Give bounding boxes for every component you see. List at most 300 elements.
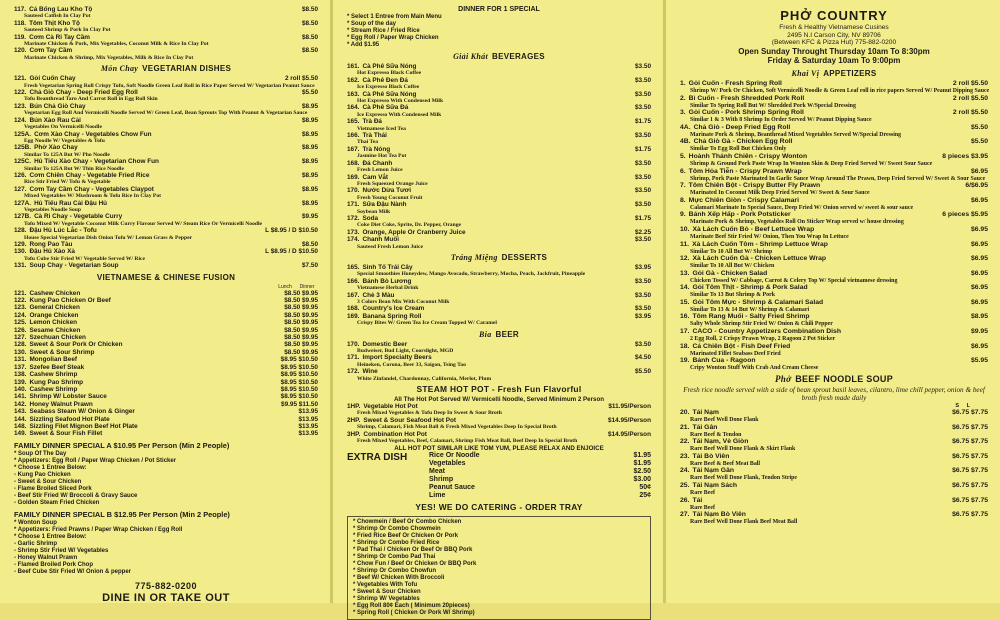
menu-item-name — [14, 423, 138, 430]
menu-item — [429, 492, 651, 500]
beverages-section-title — [347, 51, 651, 62]
item-description: Sauteed Shrimp & Pork In Clay Pot — [24, 27, 111, 34]
menu-item-price: $5.95 — [970, 357, 988, 365]
extra-dish-label: EXTRA DISH — [347, 451, 408, 463]
item-description: Rare Beef Well Done Flank — [690, 417, 759, 424]
menu-item — [429, 452, 651, 460]
dinner-for-one-lines — [347, 14, 651, 49]
text-line: * Appetizers: Fried Prawns / Paper Wrap Chicken / Egg Roll — [14, 526, 183, 533]
menu-item-name — [429, 452, 480, 460]
menu-item-number: 167. — [347, 291, 360, 299]
menu-item-number: 165. — [347, 263, 360, 271]
menu-item — [680, 424, 988, 432]
menu-item — [680, 511, 988, 519]
menu-item-number: 127A. — [14, 199, 32, 207]
menu-item-name — [14, 356, 77, 363]
menu-item-price: 8 pieces $3.95 — [942, 152, 988, 160]
menu-item-name — [680, 168, 802, 176]
text-line: - Beef Stir Fried W/ Broccoli & Gravy Sauce — [14, 492, 138, 499]
menu-item-title: Sesame Chicken — [29, 326, 81, 334]
text-line: * Shrimp Or Combo Chowmein — [353, 525, 441, 532]
menu-item — [14, 34, 318, 41]
menu-item-price: $13.95 — [298, 430, 318, 438]
item-description: Fresh Squeezed Orange Juice — [357, 180, 428, 187]
text-line: * Choose 1 Entree Below: — [14, 464, 87, 471]
menu-item-price: $8.95 $10.50 — [280, 393, 318, 401]
menu-item — [680, 497, 988, 505]
menu-item — [680, 197, 988, 205]
menu-item-name — [14, 371, 77, 378]
appetizer-items — [680, 80, 988, 372]
menu-item-title: Lime — [429, 491, 446, 499]
menu-item-title: Sweet & Sour Pork Or Chicken — [29, 341, 123, 349]
menu-item-price: $6.95 — [970, 284, 988, 292]
menu-item-title: Cà Phê Sữa Nóng — [362, 90, 417, 98]
menu-item-number: 131. — [14, 262, 27, 270]
menu-item-title: Cà Phê Đen Đá — [362, 76, 408, 84]
item-description: Similar To 10 All But W/ Shrimp — [690, 248, 773, 255]
menu-item-price: $9.95 $11.50 — [281, 400, 318, 408]
menu-item-number: 161. — [347, 63, 360, 70]
top-items — [14, 6, 318, 61]
menu-item-title: Chả Giò Chay - Deep Fried Egg Roll — [29, 89, 138, 97]
menu-item-name — [14, 334, 86, 341]
menu-item-price: $8.95 $10.50 — [280, 371, 318, 379]
item-description: Rice Stir Fried W/ Tofu & Vegetable — [24, 179, 111, 186]
menu-item — [680, 226, 988, 234]
menu-item-price: $8.95 — [302, 144, 318, 152]
menu-item-title: Xà Lách Cuốn Bò - Beef Lettuce Wrap — [692, 225, 815, 233]
menu-item-title: Soup Chay - Vegetarian Soup — [29, 262, 119, 270]
menu-item — [680, 453, 988, 461]
menu-item-name — [680, 95, 804, 103]
menu-item-name — [14, 327, 80, 334]
menu-item-number: 127. — [14, 334, 27, 342]
text-line: * Soup of the day — [347, 21, 397, 27]
soup-items — [680, 409, 988, 526]
menu-item — [14, 158, 318, 165]
item-description: Ice Expresso With Condensed Milk — [357, 111, 442, 118]
menu-item-name — [680, 299, 823, 307]
menu-item-name — [680, 357, 756, 365]
fusion-items — [14, 290, 318, 438]
item-description: Sauteed Fresh Lemon Juice — [357, 243, 423, 250]
menu-item-name — [347, 403, 418, 410]
menu-item — [14, 47, 318, 54]
text-line: * Appetizers: Egg Roll / Paper Wrap Chicken / Pot Sticker — [14, 457, 177, 464]
menu-item-name — [680, 211, 791, 219]
menu-item-number: 129. — [14, 241, 27, 248]
menu-item-number: 126. — [14, 171, 27, 179]
menu-item-title: Cá Chiên Bột - Fish Deef Fried — [692, 342, 791, 350]
menu-item-number: 26. — [680, 496, 690, 504]
item-description: White Zinfandel, Chardonnay, California, Merlot, Plum — [357, 375, 492, 382]
menu-item — [680, 438, 988, 446]
menu-item-name — [14, 186, 154, 193]
menu-item-name — [347, 77, 408, 84]
menu-item-price: L $8.95 / D $10.50 — [265, 227, 318, 235]
menu-item-price: $2.50 — [633, 467, 651, 475]
menu-item — [14, 319, 318, 326]
menu-item — [680, 241, 988, 249]
hot-pot-subtitle: All The Hot Pot Served W/ Vermicelli Noodle, Served Minimum 2 Person — [393, 396, 605, 404]
dine-in-take-out: DINE IN OR TAKE OUT — [102, 591, 230, 604]
menu-item-number: 127B. — [14, 213, 32, 221]
item-description: Marinate Pork & Shrimp, Beanthread Mixed Vegetables Served W/Special Dressing — [690, 131, 902, 138]
menu-item — [429, 460, 651, 468]
extra-dish — [347, 452, 651, 500]
item-description: Vegetarian Egg Roll And Vermicelli Noodle Served W/ Green Leaf, Bean Sprouts Top With Peanut & Vegetarian Sauce — [24, 110, 308, 117]
menu-item-price: L $8.95 / D $10.50 — [265, 248, 318, 256]
menu-item-name — [14, 408, 135, 415]
menu-item — [347, 341, 651, 348]
menu-item-name — [347, 354, 432, 361]
menu-item-title: Gỏi Tôm Mực - Shrimp & Calamari Salad — [692, 298, 824, 306]
vegetarian-title-viet: Món Chay — [100, 64, 139, 74]
text-line: * Add $1.95 — [347, 42, 380, 48]
item-description: Hot Expresso With Condensed Milk — [357, 98, 444, 105]
item-description: Coke Diet Coke, Sprite, Dr. Pepper, Orange — [357, 222, 461, 229]
menu-item-price: $6.75 $7.75 — [952, 409, 988, 417]
menu-item-price: $1.75 — [635, 118, 651, 126]
menu-item — [680, 467, 988, 475]
item-description: Salty Whole Shrimp Stir Fried W/ Onion & Chili Pepper — [690, 321, 833, 328]
menu-item-title: Gỏi Cuốn - Fresh Spring Roll — [688, 79, 782, 87]
menu-item-price: $3.95 — [635, 263, 651, 271]
menu-item-number: 174. — [347, 236, 360, 244]
text-line: * Shrimp Or Combo Fried Rice — [353, 539, 440, 546]
menu-item-title: Kung Pao Shrimp — [29, 378, 84, 386]
menu-item-price: $1.75 — [635, 145, 651, 153]
menu-item-number: 137. — [14, 363, 27, 371]
column-lunch: Lunch — [278, 283, 292, 290]
menu-item-price: $8.50 $9.95 — [284, 334, 318, 342]
item-description: Cripy Wonton Stuff With Crab And Cream Cheese — [690, 365, 819, 372]
menu-item-title: Trà Thái — [362, 132, 387, 140]
menu-item — [347, 187, 651, 194]
menu-item-number: 122. — [14, 89, 27, 97]
text-line: * Sweet & Sour Chicken — [353, 588, 421, 595]
menu-item-name — [680, 226, 814, 234]
menu-item-number: 22. — [680, 438, 690, 446]
menu-item — [429, 484, 651, 492]
menu-item-title: Cơm Tay Cầm — [29, 47, 73, 55]
menu-item — [14, 200, 318, 207]
menu-panel-right — [666, 0, 1000, 603]
menu-item-number: 144. — [14, 415, 27, 423]
menu-item — [347, 278, 651, 285]
menu-item-name — [347, 431, 427, 438]
menu-item — [14, 341, 318, 348]
menu-item — [347, 236, 651, 243]
item-description: Similar To 13 But Shrimp & Pork — [690, 292, 775, 299]
item-description: Egg Noodle W/ Vegetables & Tofu — [24, 137, 105, 144]
menu-item — [680, 328, 988, 336]
item-description: Shrimp, Calamari, Fish Meat Ball & Fresh Mixed Vegetables Deep In Special Broth — [357, 424, 557, 431]
menu-item-name — [14, 341, 123, 348]
menu-item-name — [14, 144, 78, 151]
menu-item-name — [14, 379, 83, 386]
menu-item — [680, 270, 988, 278]
menu-item-price: $9.95 — [302, 213, 318, 221]
menu-item-title: Chả Giò Gà - Chicken Egg Roll — [693, 138, 793, 146]
menu-item-title: Hủ Tiếu Xào Chay - Vegetarian Chow Fun — [34, 158, 159, 166]
menu-item-number: 127. — [14, 185, 27, 193]
menu-item-price: $3.50 — [635, 76, 651, 84]
menu-item — [347, 215, 651, 222]
item-description: 2 Egg Roll, 2 Crispy Prawn Wrap, 2 Ragoon 2 Pot Sticker — [690, 336, 836, 343]
text-line: - Flamed Broiled Pork Chop — [14, 561, 94, 568]
menu-item-price: $6.75 $7.75 — [952, 438, 988, 446]
menu-item — [14, 386, 318, 393]
menu-item-number: 13. — [680, 269, 690, 277]
menu-item-title: Trà Đá — [362, 118, 382, 126]
text-line: - Garlic Shrimp — [14, 540, 58, 547]
tagline: Fresh & Healthy Vietnamese Cusines — [779, 24, 889, 31]
menu-item-name — [680, 511, 746, 519]
menu-item-name — [680, 109, 804, 117]
menu-item-name — [680, 182, 820, 190]
menu-item — [680, 343, 988, 351]
hot-pot-note: ALL HOT POT SIMILAR LIKE TOM YUM, PLEASE RELAX AND ENJOICE — [394, 444, 604, 452]
menu-item — [347, 104, 651, 111]
item-description: Calamari Marinate In Special Sauce, Deep Fried W/ Onion served w/ sweet & sour sauce — [690, 204, 914, 211]
size-small: S — [955, 403, 959, 410]
menu-item-price: $6.75 $7.75 — [952, 423, 988, 431]
item-description: Vietnamese Herbal Drink — [357, 285, 419, 292]
column-dinner: Dinner — [299, 283, 315, 290]
menu-item-number: 117. — [14, 6, 27, 13]
menu-item-name — [14, 172, 149, 179]
menu-item-number: 169. — [347, 312, 360, 320]
menu-item-name — [14, 241, 72, 248]
menu-item — [14, 131, 318, 138]
menu-item-title: Mongolian Beef — [29, 356, 78, 364]
beverage-items — [347, 63, 651, 250]
menu-item-number: 169. — [347, 173, 360, 181]
menu-item-number: 27. — [680, 511, 690, 519]
menu-item-number: 125A. — [14, 130, 32, 138]
menu-item-title: Kung Pao Chicken Or Beef — [29, 297, 111, 305]
menu-item — [680, 168, 988, 176]
menu-item-name — [680, 197, 799, 205]
menu-item — [347, 174, 651, 181]
menu-item-price: $1.75 — [635, 214, 651, 222]
soup-section-title — [680, 374, 988, 385]
menu-item-name — [14, 304, 80, 311]
menu-item-price: $6.95 — [970, 196, 988, 204]
menu-item-title: Phở Xào Chay — [34, 144, 78, 152]
appetizers-title: APPETIZERS — [823, 68, 877, 78]
menu-item-price: $7.50 — [302, 262, 318, 270]
hours-weekend: Friday & Saturday 10am To 9:00pm — [767, 56, 901, 66]
menu-item-price: $6.95 — [970, 298, 988, 306]
menu-item-price: $5.50 — [635, 368, 651, 376]
menu-item-name — [14, 47, 72, 54]
menu-item-title: Lemon Chicken — [29, 319, 78, 327]
menu-item-name — [429, 476, 453, 484]
menu-item-name — [680, 80, 782, 88]
menu-item-name — [680, 424, 717, 432]
item-description: Rare Beef Well Done Flank Beef Meat Ball — [690, 519, 798, 526]
menu-item-name — [680, 453, 729, 461]
menu-item-number: 2HP. — [347, 416, 361, 424]
menu-panel-middle — [333, 0, 663, 616]
menu-item-number: 166. — [347, 277, 360, 285]
menu-item-name — [14, 416, 110, 423]
menu-item-number: 173. — [347, 228, 360, 236]
family-special-a-lines — [14, 451, 318, 507]
menu-item-title: Đá Chanh — [362, 159, 393, 167]
menu-item-price: $3.50 — [635, 104, 651, 112]
menu-item-price: $13.95 — [298, 408, 318, 416]
menu-item-number: 124. — [14, 311, 27, 319]
menu-item-name — [14, 386, 77, 393]
menu-item-title: Tái Gân — [692, 423, 718, 431]
menu-item-name — [347, 292, 394, 299]
menu-item-price: $8.95 — [302, 158, 318, 166]
menu-item-number: 119. — [14, 33, 27, 41]
hours-weekday: Open Sunday Throught Thursday 10am To 8:30pm — [738, 46, 930, 56]
menu-item-title: Banana Spring Roll — [362, 312, 422, 320]
menu-item-price: $4.50 — [635, 354, 651, 362]
menu-item-number: 165. — [347, 118, 360, 126]
menu-item-name — [680, 497, 702, 505]
menu-item-name — [680, 241, 828, 249]
menu-item-price: $8.95 $10.50 — [280, 356, 318, 364]
menu-item-name — [14, 290, 80, 297]
menu-item-title: Bún Chả Giò Chay — [29, 102, 86, 110]
menu-item-name — [680, 313, 810, 321]
menu-item-price: $3.50 — [635, 305, 651, 313]
menu-item-title: Cơm Chiên Chay - Vegetable Fried Rice — [29, 171, 150, 179]
menu-item — [680, 153, 988, 161]
menu-item-number: 168. — [347, 305, 360, 313]
address: 2495 N.I Carson City, NV 89706 — [787, 31, 881, 39]
menu-item — [680, 313, 988, 321]
beer-title: BEER — [495, 329, 519, 339]
menu-item-number: 2. — [680, 94, 686, 102]
menu-item-price: $3.50 — [635, 90, 651, 98]
menu-item — [14, 248, 318, 255]
menu-item-number: 172. — [347, 214, 360, 222]
item-description: Rare Beef Well Done Flank & Skirt Flank — [690, 446, 796, 453]
menu-item — [14, 290, 318, 297]
text-line: - Golden Steam Fried Chicken — [14, 499, 100, 506]
menu-item-name — [680, 284, 808, 292]
menu-item-title: Chè 3 Màu — [362, 291, 395, 299]
menu-item — [347, 305, 651, 312]
desserts-title: DESSERTS — [501, 252, 548, 262]
menu-item-name — [347, 417, 456, 424]
menu-item-title: General Chicken — [29, 304, 80, 312]
menu-item-title: Xà Lách Cuốn Gà - Chicken Lettuce Wrap — [692, 255, 827, 263]
menu-item-title: Bún Xào Rau Cải — [29, 116, 81, 124]
menu-item — [14, 371, 318, 378]
menu-item-name — [347, 132, 387, 139]
desserts-section-title — [347, 252, 651, 263]
menu-item-price: 6/$6.95 — [965, 182, 988, 190]
menu-item-title: Cơm Cà Ri Tay Cầm — [29, 33, 90, 41]
beer-section-title — [347, 329, 651, 340]
menu-item — [347, 313, 651, 320]
menu-item-name — [429, 468, 445, 476]
menu-item — [14, 430, 318, 437]
menu-item-number: 170. — [347, 340, 360, 348]
menu-item-price: $6.95 — [970, 225, 988, 233]
menu-item-price: $3.00 — [633, 475, 651, 483]
menu-item — [680, 482, 988, 490]
menu-item — [347, 292, 651, 299]
family-special-b-title: FAMILY DINNER SPECIAL B $12.95 Per Person (Min 2 People) — [14, 509, 230, 519]
menu-item-price: 50¢ — [639, 483, 651, 491]
menu-item-title: Trà Nóng — [362, 145, 391, 153]
menu-item-number: 140. — [14, 385, 27, 393]
menu-item-name — [14, 248, 75, 255]
beverages-title-viet: Giải Khát — [453, 52, 488, 61]
menu-item-price: $8.95 — [302, 116, 318, 124]
menu-item — [347, 368, 651, 375]
menu-item — [14, 416, 318, 423]
item-description: 3 Colors Bean Mix With Coconut Milk — [357, 299, 450, 305]
vegetarian-items — [14, 75, 318, 269]
menu-item — [680, 182, 988, 190]
menu-item-number: 168. — [347, 159, 360, 167]
menu-item-price: $8.95 — [302, 102, 318, 110]
item-description: Ice Expresso Black Coffee — [357, 84, 420, 91]
menu-item-number: 8. — [680, 196, 686, 204]
menu-item-title: Xà Lách Cuốn Tôm - Shrimp Lettuce Wrap — [692, 240, 828, 248]
menu-item-number: 162. — [347, 76, 360, 84]
item-description: House Special Vegetarian Dish Onion Tofu W/ Lemon Grass & Pepper — [24, 234, 193, 241]
menu-item-price: $8.95 — [970, 313, 988, 321]
item-description: Vegetables Noodle Soup — [24, 206, 81, 213]
item-description: Fresh Mixed Vegetables & Tofu Deep In Sweet & Sour Broth — [357, 410, 502, 417]
menu-item-number: 19. — [680, 357, 690, 365]
item-description: Budweiser, Bud Light, Coorslight, MGD — [357, 348, 454, 355]
menu-item-title: Soda — [362, 214, 379, 222]
menu-item-title: Tôm Rang Muối - Salty Fried Shrimp — [692, 313, 810, 321]
menu-item-number: 143. — [14, 408, 27, 416]
text-line: * Soup Of The Day — [14, 450, 67, 457]
menu-item-name — [14, 297, 111, 304]
menu-item-title: Rice Or Noodle — [429, 451, 480, 459]
text-line: * Stream Rice / Fried Rice — [347, 28, 420, 34]
menu-item — [680, 211, 988, 219]
menu-item-number: 131. — [14, 356, 27, 364]
menu-item-title: Combination Hot Pot — [363, 430, 427, 438]
restaurant-name: PHỞ COUNTRY — [780, 8, 888, 23]
menu-item-title: Cashew Shrimp — [29, 385, 78, 393]
menu-item-title: Cashew Shrimp — [29, 371, 78, 379]
menu-item-price: $6.95 — [970, 342, 988, 350]
menu-item-price: $3.50 — [635, 132, 651, 140]
menu-item-title: Meat — [429, 467, 445, 475]
menu-item-number: 3. — [680, 109, 686, 117]
menu-item — [14, 423, 318, 430]
menu-item-name — [14, 364, 84, 371]
menu-item-title: Sizzling Filet Mignon Beef Hot Plate — [29, 422, 138, 430]
menu-item-title: Sweet & Sour Shrimp — [29, 348, 95, 356]
menu-item — [14, 20, 318, 27]
menu-item-title: Bánh Cua - Ragoon — [692, 357, 756, 365]
menu-item-price: $8.95 — [302, 185, 318, 193]
menu-item-price: $8.50 — [302, 6, 318, 13]
menu-item-name — [14, 131, 152, 138]
hot-pot-items — [347, 403, 651, 444]
menu-item-price: $8.95 $10.50 — [280, 363, 318, 371]
text-line: - Kung Pao Chicken — [14, 471, 71, 478]
